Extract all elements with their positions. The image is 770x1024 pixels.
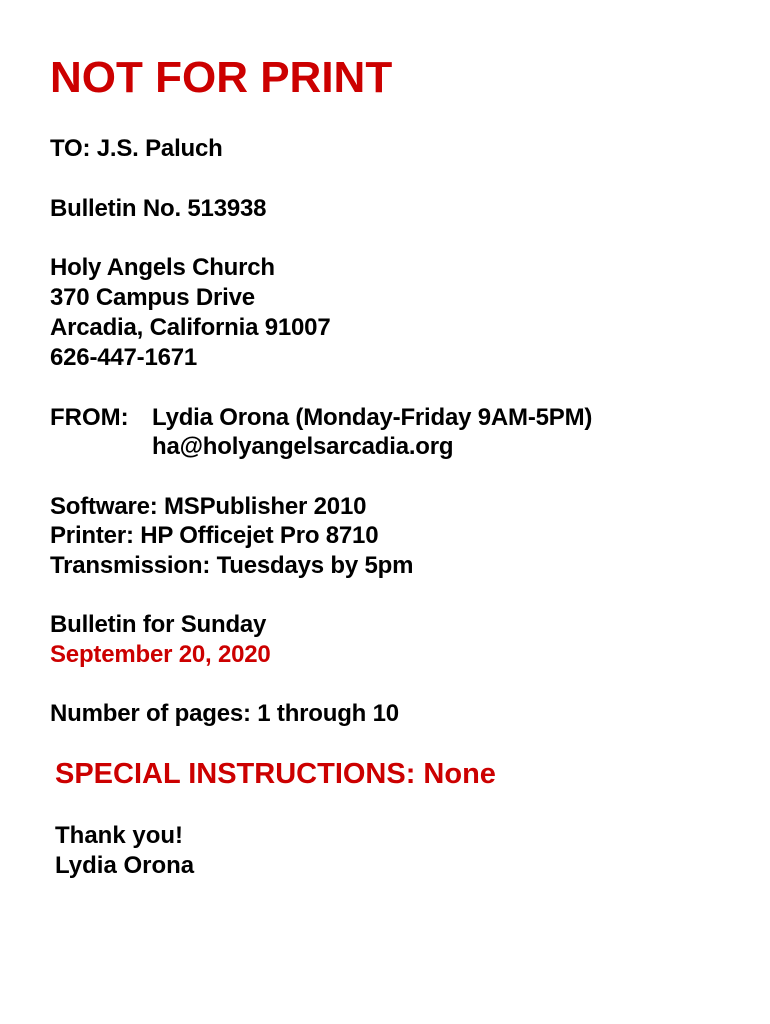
special-instructions: SPECIAL INSTRUCTIONS: None bbox=[55, 758, 496, 790]
recipient-line: TO: J.S. Paluch bbox=[50, 135, 223, 162]
page-title: NOT FOR PRINT bbox=[50, 53, 393, 102]
bulletin-number: Bulletin No. 513938 bbox=[50, 195, 267, 222]
from-label: FROM: bbox=[50, 404, 129, 431]
sender-email: ha@holyangelsarcadia.org bbox=[152, 433, 454, 460]
page-count: Number of pages: 1 through 10 bbox=[50, 700, 399, 727]
bulletin-date: September 20, 2020 bbox=[50, 641, 271, 668]
church-name: Holy Angels Church bbox=[50, 254, 275, 281]
transmission-line: Transmission: Tuesdays by 5pm bbox=[50, 552, 414, 579]
thanks-line: Thank you! bbox=[55, 822, 184, 849]
sender-name: Lydia Orona (Monday-Friday 9AM-5PM) bbox=[152, 404, 593, 431]
church-phone: 626-447-1671 bbox=[50, 344, 198, 371]
software-line: Software: MSPublisher 2010 bbox=[50, 493, 367, 520]
church-street: 370 Campus Drive bbox=[50, 284, 255, 311]
church-city: Arcadia, California 91007 bbox=[50, 314, 331, 341]
signature-line: Lydia Orona bbox=[55, 852, 195, 879]
bulletin-for-label: Bulletin for Sunday bbox=[50, 611, 267, 638]
printer-line: Printer: HP Officejet Pro 8710 bbox=[50, 522, 379, 549]
